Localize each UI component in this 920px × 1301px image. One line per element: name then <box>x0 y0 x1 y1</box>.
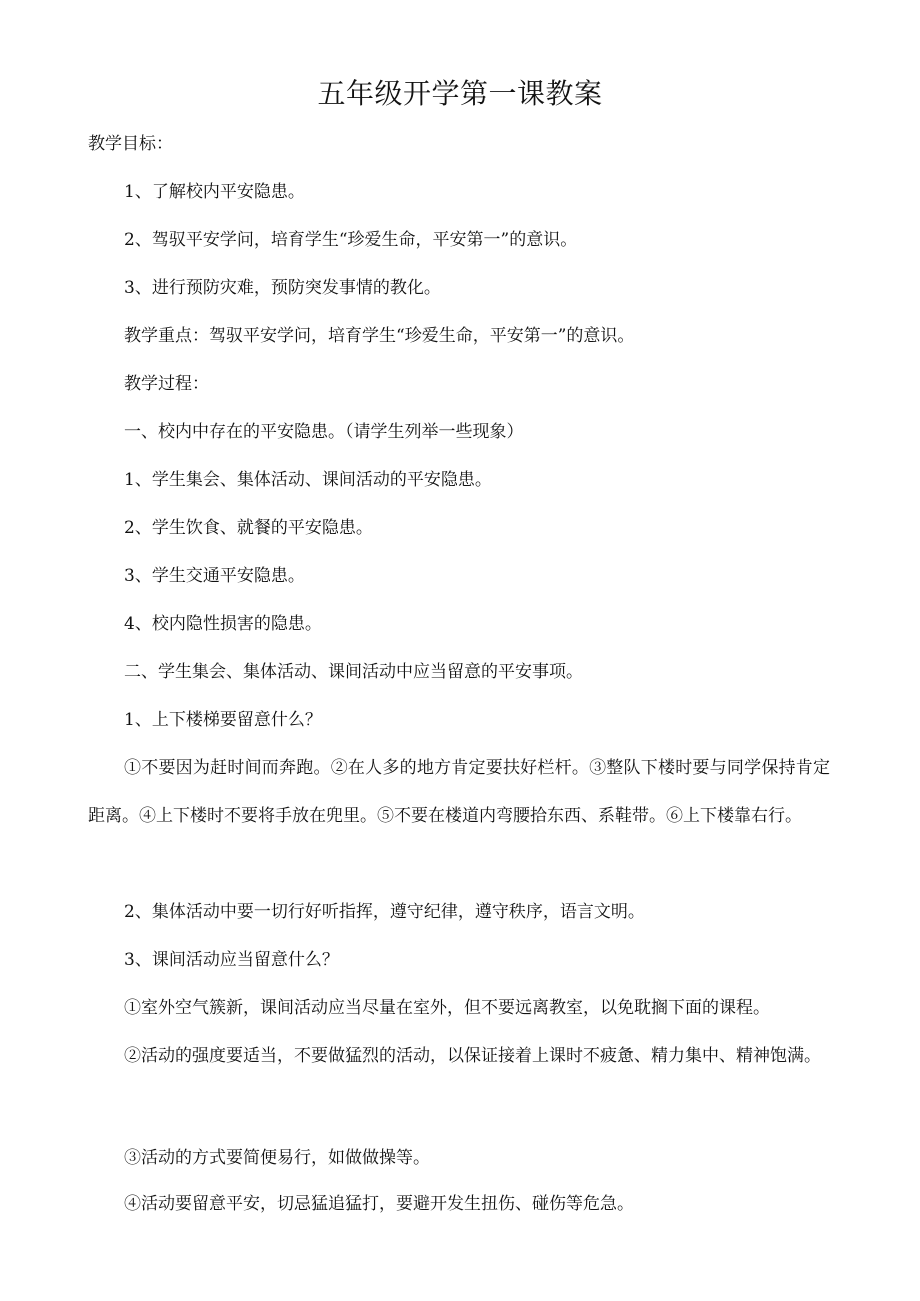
recess-tip-4: ④活动要留意平安，切忌猛追猛打，要避开发生扭伤、碰伤等危急。 <box>124 1194 634 1214</box>
group-activity-rule: 2、集体活动中要一切行好听指挥，遵守纪律，遵守秩序，语言文明。 <box>124 902 645 922</box>
section-1-item-3: 3、学生交通平安隐患。 <box>124 566 305 586</box>
objectives-heading: 教学目标： <box>88 134 173 154</box>
recess-tip-1: ①室外空气簇新，课间活动应当尽量在室外，但不要远离教室，以免耽搁下面的课程。 <box>124 998 770 1018</box>
section-2-heading: 二、学生集会、集体活动、课间活动中应当留意的平安事项。 <box>124 662 583 682</box>
objective-1: 1、了解校内平安隐患。 <box>124 182 305 202</box>
recess-question: 3、课间活动应当留意什么？ <box>124 950 339 970</box>
section-1-item-1: 1、学生集会、集体活动、课间活动的平安隐患。 <box>124 470 492 490</box>
objective-2: 2、驾驭平安学问，培育学生“珍爱生命，平安第一”的意识。 <box>124 230 578 250</box>
stairs-rules-paragraph: ①不要因为赶时间而奔跑。②在人多的地方肯定要扶好栏杆。③整队下楼时要与同学保持肯定距离。④上下楼时不要将手放在兜里。⑤不要在楼道内弯腰拾东西、系鞋带。⑥上下楼靠右行。 <box>88 758 830 826</box>
section-1-item-2: 2、学生饮食、就餐的平安隐患。 <box>124 518 373 538</box>
recess-tip-2: ②活动的强度要适当，不要做猛烈的活动，以保证接着上课时不疲惫、精力集中、精神饱满。 <box>124 1046 821 1066</box>
recess-tip-3: ③活动的方式要简便易行，如做做操等。 <box>124 1148 430 1168</box>
objective-3: 3、进行预防灾难，预防突发事情的教化。 <box>124 278 441 298</box>
section-1-item-4: 4、校内隐性损害的隐患。 <box>124 614 322 634</box>
document-title: 五年级开学第一课教案 <box>317 77 603 110</box>
key-point: 教学重点：驾驭平安学问，培育学生“珍爱生命，平安第一”的意识。 <box>124 326 635 346</box>
stairs-question: 1、上下楼梯要留意什么？ <box>124 710 322 730</box>
section-1-heading: 一、校内中存在的平安隐患。（请学生列举一些现象） <box>124 422 524 442</box>
process-heading: 教学过程： <box>124 374 209 394</box>
